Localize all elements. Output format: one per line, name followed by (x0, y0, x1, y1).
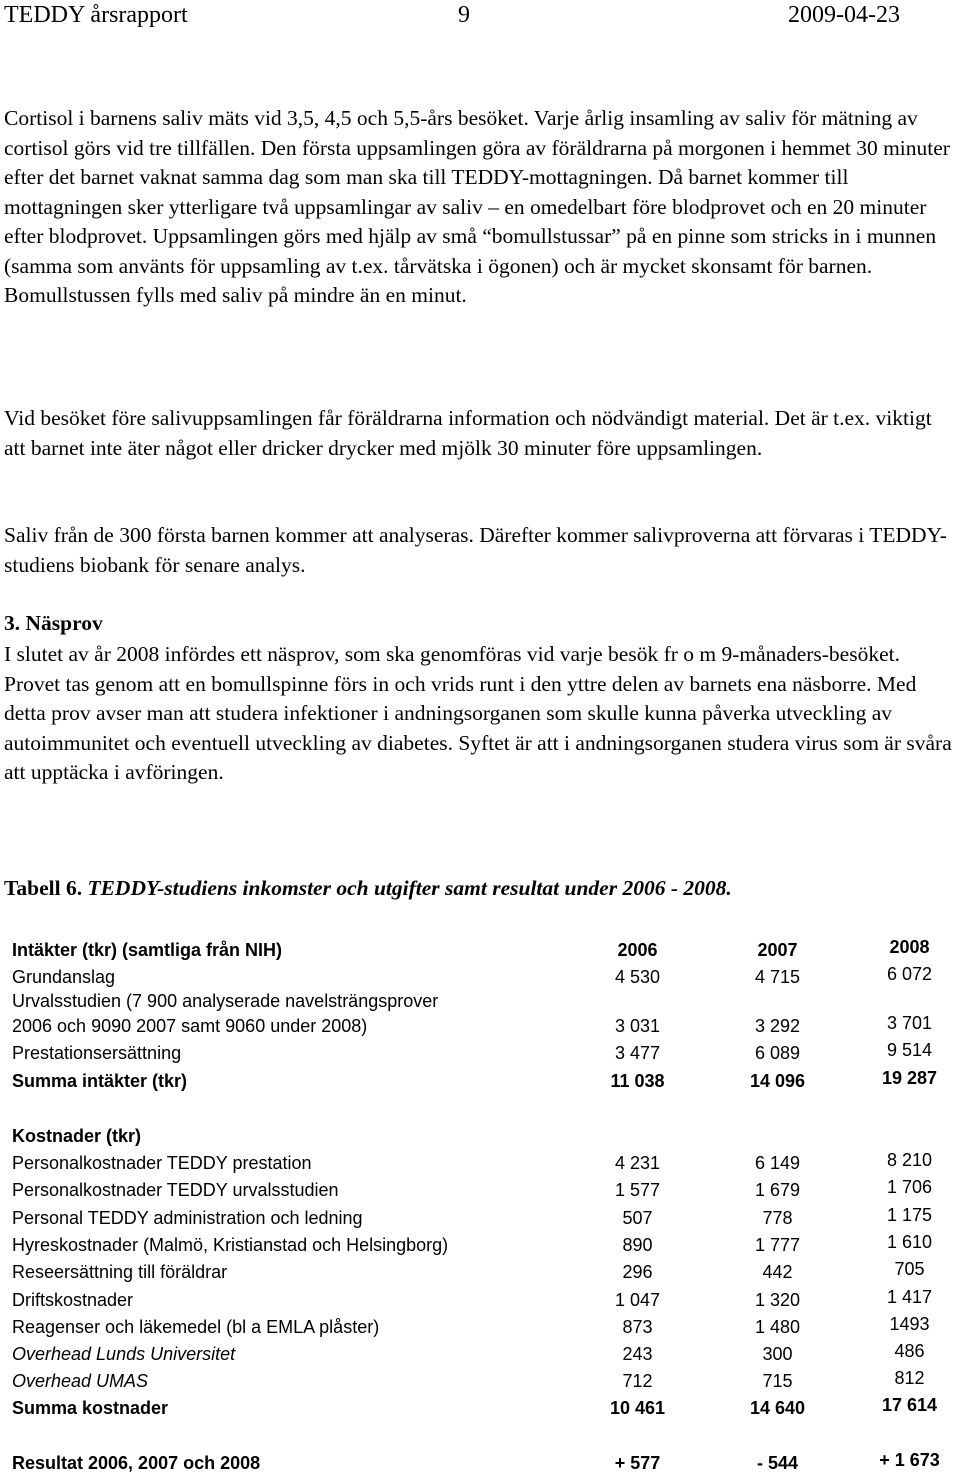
value-2007: 778 (762, 1208, 793, 1228)
value-2008: 1 706 (886, 1177, 933, 1197)
preparation-paragraph: Vid besöket före salivuppsamlingen får föräldrarna information och nödvändigt material. Det är t.ex. viktigt att barnet inte äter något eller dricker drycker med mjölk 30 minuter före uppsamlingen. (4, 406, 932, 460)
table-row (0, 1341, 960, 1370)
value-2007: 4 715 (754, 967, 801, 987)
value-2008: 1 417 (886, 1287, 933, 1307)
costs-header-row (0, 1126, 960, 1152)
row-label: Resultat 2006, 2007 och 2008 (12, 1453, 261, 1473)
table-caption (4, 876, 732, 901)
table-row (0, 964, 960, 993)
value-2006: + 577 (614, 1453, 661, 1473)
value-2007: 1 679 (754, 1180, 801, 1200)
value-2007: 1 480 (754, 1317, 801, 1337)
table-row (0, 1205, 960, 1234)
value-2008: 17 614 (881, 1395, 938, 1415)
value-2006: 243 (622, 1344, 653, 1364)
value-2008: 8 210 (886, 1150, 933, 1170)
value-2008: 9 514 (886, 1040, 933, 1060)
value-2006: 890 (622, 1235, 653, 1255)
row-label: Driftskostnader (12, 1290, 134, 1310)
table-row (0, 1040, 960, 1069)
cortisol-paragraph: Cortisol i barnens saliv mäts vid 3,5, 4,5 och 5,5-års besöket. Varje årlig insamling av saliv för mätning av cortisol görs vid tre tillfällen. Den första uppsamlingen göra av föräldrarna på morgonen i hemmet 30 minuter efter det barnet vaknat samma dag som man ska till TEDDY-mottagningen. Då barnet kommer till mottagningen sker ytterligare två uppsamlingar av saliv – en omedelbart före blodprovet och en 20 minuter efter blodprovet. Uppsamlingen görs med hjälp av små “bomullstussar” på en pinne som stricks in i munnen (samma som använts för uppsamling av t.ex. tårvätska i ögonen) och är mycket skonsamt för barnen. Bomullstussen fylls med saliv på mindre än en minut. (4, 106, 950, 307)
table-row (0, 1150, 960, 1179)
table-row (0, 1368, 960, 1397)
year-2007: 2007 (757, 940, 798, 960)
report-title: TEDDY årsrapport (4, 2, 188, 28)
row-label: Personal TEDDY administration och ledning (12, 1208, 363, 1228)
value-2007: - 544 (756, 1453, 799, 1473)
table-row (0, 1177, 960, 1206)
table-row (0, 1314, 960, 1343)
table-row (0, 1287, 960, 1316)
row-label: Reseersättning till föräldrar (12, 1262, 228, 1282)
analysis-paragraph: Saliv från de 300 första barnen kommer att analyseras. Därefter kommer salivproverna att förvaras i TEDDY-studiens biobank för senare analys. (4, 523, 947, 577)
row-label: Overhead Lunds Universitet (12, 1344, 236, 1364)
row-label: Urvalsstudien (7 900 analyserade navelsträngsprover (12, 991, 439, 1011)
table-row (0, 1232, 960, 1261)
value-2006: 873 (622, 1317, 653, 1337)
value-2008: 19 287 (881, 1068, 938, 1088)
table-row (0, 1013, 960, 1042)
row-label: Prestationsersättning (12, 1043, 182, 1063)
table-caption-label: Tabell 6. (4, 876, 83, 900)
value-2008: 3 701 (886, 1013, 933, 1033)
value-2007: 715 (762, 1371, 793, 1391)
income-total-row (0, 1068, 960, 1097)
value-2006: 1 577 (614, 1180, 661, 1200)
table-caption-title: TEDDY-studiens inkomster och utgifter samt resultat under 2006 - 2008. (87, 876, 732, 900)
row-label: Grundanslag (12, 967, 116, 987)
value-2008: 1 175 (886, 1205, 933, 1225)
row-label: 2006 och 9090 2007 samt 9060 under 2008) (12, 1016, 368, 1036)
value-2006: 10 461 (609, 1398, 666, 1418)
value-2006: 1 047 (614, 1290, 661, 1310)
result-row (0, 1450, 960, 1479)
value-2007: 14 640 (749, 1398, 806, 1418)
value-2006: 296 (622, 1262, 653, 1282)
value-2006: 507 (622, 1208, 653, 1228)
value-2007: 6 089 (754, 1043, 801, 1063)
value-2006: 712 (622, 1371, 653, 1391)
value-2008: 812 (894, 1368, 925, 1388)
row-label: Personalkostnader TEDDY prestation (12, 1153, 312, 1173)
year-2008: 2008 (889, 937, 930, 957)
value-2008: 486 (894, 1341, 925, 1361)
value-2006: 3 031 (614, 1016, 661, 1036)
value-2008: 1493 (889, 1314, 930, 1334)
value-2008: + 1 673 (879, 1450, 940, 1470)
value-2007: 14 096 (749, 1071, 806, 1091)
row-label: Hyreskostnader (Malmö, Kristianstad och Helsingborg) (12, 1235, 449, 1255)
row-label: Personalkostnader TEDDY urvalsstudien (12, 1180, 339, 1200)
value-2006: 4 530 (614, 967, 661, 987)
value-2008: 705 (894, 1259, 925, 1279)
costs-total-row (0, 1395, 960, 1424)
income-header: Intäkter (tkr) (samtliga från NIH) (12, 940, 283, 960)
table-row (0, 1259, 960, 1288)
row-label: Reagenser och läkemedel (bl a EMLA plåster) (12, 1317, 380, 1337)
row-label: Summa intäkter (tkr) (12, 1071, 188, 1091)
year-2006: 2006 (617, 940, 658, 960)
value-2007: 300 (762, 1344, 793, 1364)
income-header-row (0, 937, 960, 966)
value-2008: 1 610 (886, 1232, 933, 1252)
value-2006: 3 477 (614, 1043, 661, 1063)
value-2007: 3 292 (754, 1016, 801, 1036)
page-number: 9 (458, 2, 470, 28)
value-2007: 1 320 (754, 1290, 801, 1310)
costs-header: Kostnader (tkr) (12, 1126, 142, 1146)
row-label: Summa kostnader (12, 1398, 169, 1418)
report-date: 2009-04-23 (788, 2, 900, 28)
nasal-sample-paragraph: I slutet av år 2008 infördes ett näsprov, som ska genomföras vid varje besök fr o m 9-månaders-besöket. Provet tas genom att en bomullspinne förs in och vrids runt i den yttre delen av barnets ena näsborre. Med detta prov avser man att studera infektioner i andningsorganen som skulle kunna påverka utveckling av autoimmunitet och eventuell utveckling av diabetes. Syftet är att i andningsorganen studera virus som är svåra att upptäcka i avföringen. (4, 642, 952, 784)
value-2007: 6 149 (754, 1153, 801, 1173)
row-label: Overhead UMAS (12, 1371, 149, 1391)
value-2007: 1 777 (754, 1235, 801, 1255)
value-2006: 11 038 (610, 1071, 665, 1091)
value-2008: 6 072 (886, 964, 933, 984)
value-2007: 442 (762, 1262, 793, 1282)
table-row (0, 991, 960, 1017)
value-2006: 4 231 (614, 1153, 661, 1173)
section-heading: 3. Näsprov (4, 611, 103, 635)
